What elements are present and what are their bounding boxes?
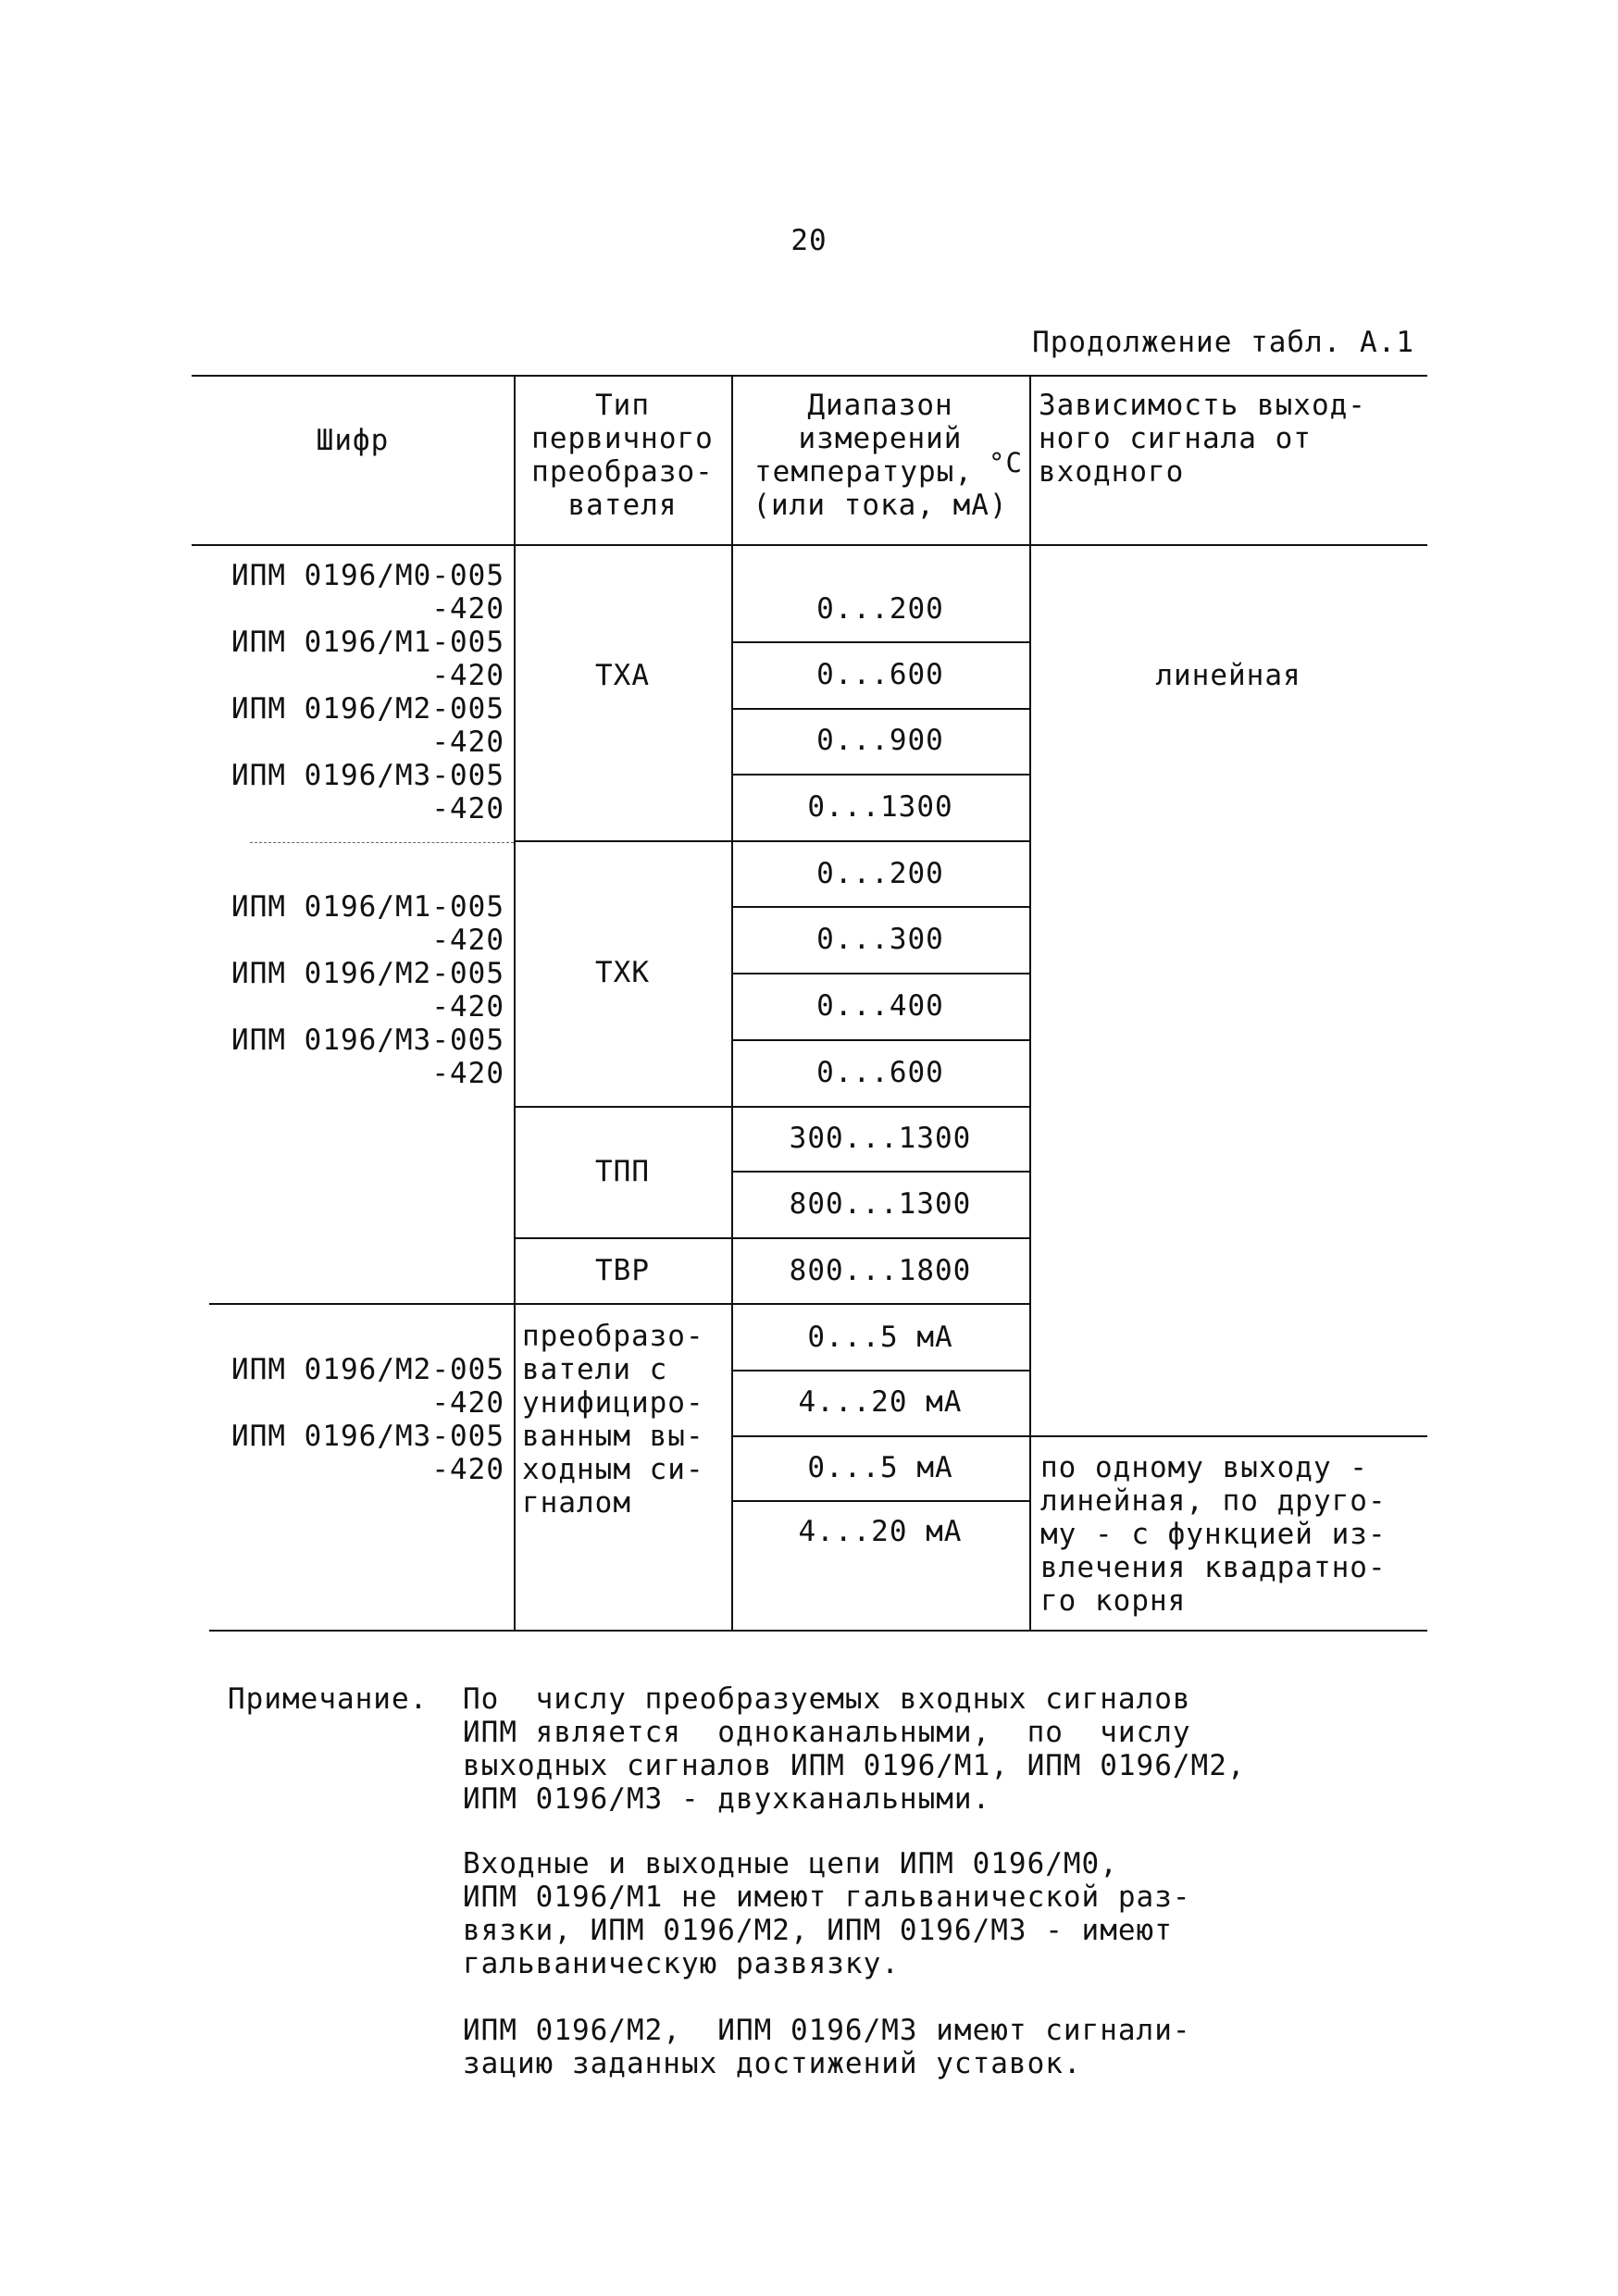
note-paragraph-1: По числу преобразуемых входных сигналов ИПМ является одноканальными, по числу выходных сигналов ИПМ 0196/М1, ИПМ 0196/М2, ИПМ 0196/М3 - двухканальными.	[463, 1682, 1246, 1816]
range-cell: 800...1800	[789, 1254, 972, 1287]
note-paragraph-2: Входные и выходные цепи ИПМ 0196/М0, ИПМ 0196/М1 не имеют гальванической раз- вязки, ИПМ 0196/М2, ИПМ 0196/М3 - имеют гальваническую развязку.	[463, 1847, 1191, 1980]
range-cell: 800...1300	[789, 1187, 972, 1221]
group5-type: преобразо- ватели с унифициро- ванным вы- ходным си- гналом	[522, 1320, 704, 1520]
note-label: Примечание.	[228, 1682, 429, 1716]
dependence-linear: линейная	[1155, 659, 1301, 692]
range-cell: 0...200	[816, 857, 944, 890]
dependence-sqrt: по одному выходу - линейная, по друго- му - с функцией из- влечения квадратно- го корня	[1040, 1451, 1387, 1618]
group5-ciphers: ИПМ 0196/М2-005 -420 ИПМ 0196/М3-005 -420	[231, 1353, 504, 1486]
group4-type: ТВР	[595, 1254, 650, 1287]
range-cell: 0...600	[816, 658, 944, 691]
range-cell: 0...1300	[807, 790, 953, 824]
group1-type: ТХА	[595, 659, 650, 692]
range-cell: 0...5 мА	[807, 1321, 953, 1354]
range-cell: 0...600	[816, 1056, 944, 1089]
group3-type: ТПП	[595, 1155, 650, 1188]
range-cell: 0...300	[816, 923, 944, 956]
table-continuation-caption: Продолжение табл. А.1	[1032, 326, 1414, 359]
header-range: Диапазон измерений температуры, (или тока, мА)	[753, 389, 1008, 522]
page-number: 20	[790, 224, 828, 257]
range-cell: 0...200	[816, 592, 944, 626]
note-paragraph-3: ИПМ 0196/М2, ИПМ 0196/М3 имеют сигнали- зацию заданных достижений уставок.	[463, 2014, 1191, 2080]
range-cell: 300...1300	[789, 1122, 972, 1155]
range-cell: 0...5 мА	[807, 1451, 953, 1484]
range-cell: 0...900	[816, 724, 944, 757]
group2-ciphers: ИПМ 0196/М1-005 -420 ИПМ 0196/М2-005 -420 ИПМ 0196/М3-005 -420	[231, 890, 504, 1090]
header-sensor-type: Тип первичного преобразо- вателя	[531, 389, 714, 522]
header-range-unit: °С	[989, 447, 1023, 478]
range-cell: 4...20 мА	[798, 1515, 963, 1548]
range-cell: 0...400	[816, 989, 944, 1023]
group1-ciphers: ИПМ 0196/М0-005 -420 ИПМ 0196/М1-005 -420 ИПМ 0196/М2-005 -420 ИПМ 0196/М3-005 -420	[231, 559, 504, 825]
group2-type: ТХК	[595, 956, 650, 989]
range-cell: 4...20 мА	[798, 1385, 963, 1419]
header-dependence: Зависимость выход- ного сигнала от входного	[1039, 389, 1366, 489]
header-cipher: Шифр	[316, 424, 390, 457]
